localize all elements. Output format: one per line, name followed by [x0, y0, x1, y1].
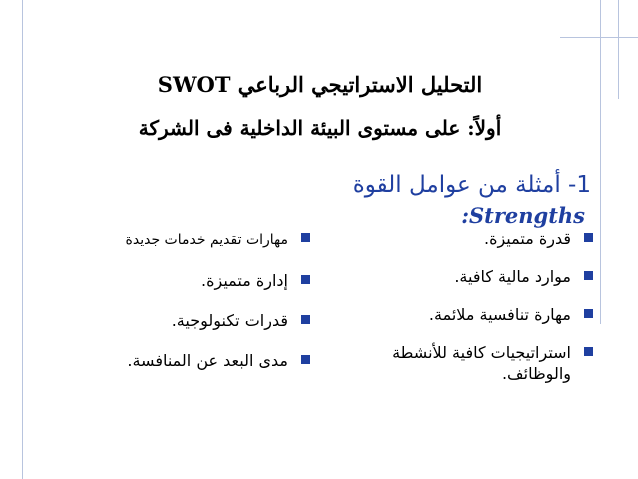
list-item — [40, 310, 310, 331]
section-heading-en: :Strengths — [461, 203, 585, 228]
square-bullet-icon — [301, 355, 310, 364]
strengths-list-right — [333, 228, 593, 401]
list-item — [333, 266, 593, 287]
decor-vline-1 — [22, 0, 23, 479]
square-bullet-icon — [584, 271, 593, 280]
square-bullet-icon — [301, 275, 310, 284]
section-heading: 1- أمثلة من عوامل القوة — [352, 172, 591, 198]
square-bullet-icon — [301, 233, 310, 242]
slide-subtitle: أولاً: على مستوى البيئة الداخلية فى الشركة — [138, 116, 502, 140]
list-item-text: إدارة متميزة. — [201, 271, 288, 290]
square-bullet-icon — [584, 233, 593, 242]
list-item — [333, 342, 593, 384]
list-item-text: مهارة تنافسية ملائمة. — [428, 305, 571, 324]
list-item — [40, 270, 310, 291]
list-item — [40, 228, 310, 251]
decor-vline-2 — [600, 0, 601, 324]
list-item-text: مهارات تقديم خدمات جديدة — [125, 232, 288, 248]
square-bullet-icon — [584, 309, 593, 318]
list-item-text: قدرات تكنولوجية. — [171, 311, 288, 330]
strengths-list-left — [40, 228, 310, 390]
list-item-text: موارد مالية كافية. — [454, 267, 571, 286]
slide-title: التحليل الاستراتيجي الرباعي SWOT — [157, 72, 483, 97]
list-item — [333, 304, 593, 325]
list-item — [333, 228, 593, 249]
square-bullet-icon — [584, 347, 593, 356]
list-item-text: استراتيجيات كافية للأنشطة والوظائف. — [392, 343, 571, 383]
list-item-text: قدرة متميزة. — [483, 229, 571, 248]
decor-hline-1 — [560, 37, 638, 38]
square-bullet-icon — [301, 315, 310, 324]
list-item-text: مدى البعد عن المنافسة. — [127, 351, 288, 370]
list-item — [40, 350, 310, 371]
decor-vline-3 — [618, 0, 619, 99]
